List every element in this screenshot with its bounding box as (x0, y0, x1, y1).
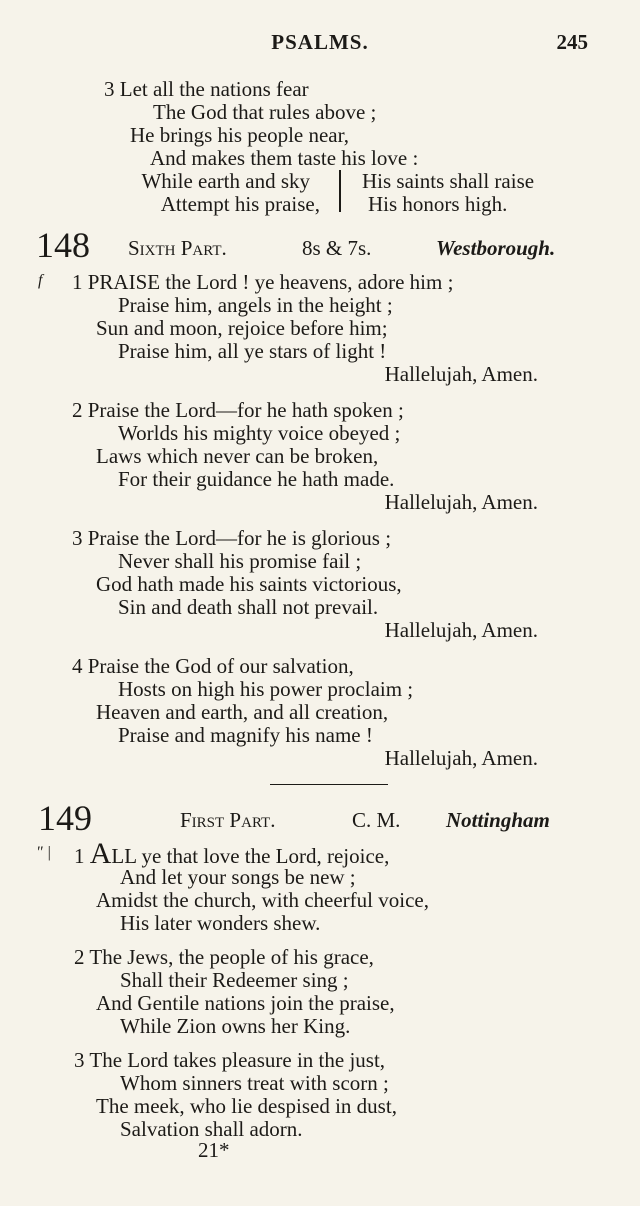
verse-line: And let your songs be new ; (120, 865, 356, 889)
refrain: Hallelujah, Amen. (384, 618, 538, 642)
signature-mark: 21* (198, 1138, 230, 1162)
refrain: Hallelujah, Amen. (384, 490, 538, 514)
verse-line: Amidst the church, with cheerful voice, (96, 888, 429, 912)
verse-line: Praise him, all ye stars of light ! (118, 339, 387, 363)
verse-line: And Gentile nations join the praise, (96, 991, 395, 1015)
refrain: Hallelujah, Amen. (384, 362, 538, 386)
carryover-right-col-1: His saints shall raise (362, 169, 535, 193)
verse-line: His later wonders shew. (120, 911, 321, 935)
hymn-number: 149 (38, 798, 92, 838)
carryover-line-2: The God that rules above ; (153, 100, 377, 124)
hymn-meter: 8s & 7s. (302, 236, 372, 260)
verse-line: Sin and death shall not prevail. (118, 595, 379, 619)
drop-cap: A (89, 837, 112, 870)
carryover-right-col-2: His honors high. (368, 192, 508, 216)
verse-line: Worlds his mighty voice obeyed ; (118, 421, 401, 445)
verse-line: God hath made his saints victorious, (96, 572, 402, 596)
page-number: 245 (556, 30, 588, 54)
dynamic-mark: " | (36, 844, 52, 861)
verse-line: 2 Praise the Lord—for he hath spoken ; (72, 398, 404, 422)
dynamic-mark: f (38, 272, 43, 289)
verse-line: 2 The Jews, the people of his grace, (74, 945, 374, 969)
verse-line: For their guidance he hath made. (118, 467, 395, 491)
verse-number: 1 (74, 844, 85, 868)
verse-line: Hosts on high his power proclaim ; (118, 677, 414, 701)
running-title: PSALMS. (271, 30, 369, 54)
hymn-tune: Westborough. (436, 236, 556, 260)
hymn-meter: C. M. (352, 808, 401, 832)
hymn-number: 148 (36, 225, 90, 265)
carryover-left-col-2: Attempt his praise, (160, 192, 320, 216)
hymn-part: First Part. (180, 808, 276, 832)
refrain: Hallelujah, Amen. (384, 746, 538, 770)
section-rule (270, 784, 388, 785)
verse-line: 3 Praise the Lord—for he is glorious ; (72, 526, 392, 550)
verse-line: Laws which never can be broken, (96, 444, 379, 468)
verse-line: Praise him, angels in the height ; (118, 293, 393, 317)
verse-line: Sun and moon, rejoice before him; (96, 316, 388, 340)
verse-line: The meek, who lie despised in dust, (96, 1094, 397, 1118)
verse-line: 3 The Lord takes pleasure in the just, (74, 1048, 386, 1072)
carryover-line-1: 3 Let all the nations fear (104, 77, 309, 101)
verse-line: Never shall his promise fail ; (118, 549, 362, 573)
verse-line: Heaven and earth, and all creation, (96, 700, 389, 724)
verse-line: Salvation shall adorn. (120, 1117, 303, 1141)
hymn-tune: Nottingham (446, 808, 550, 832)
carryover-left-col-1: While earth and sky (141, 169, 310, 193)
column-divider (339, 170, 341, 212)
hymn-part: Sixth Part. (128, 236, 227, 260)
verse-line: 4 Praise the God of our salvation, (72, 654, 354, 678)
carryover-line-3: He brings his people near, (130, 123, 350, 147)
carryover-line-4: And makes them taste his love : (150, 146, 419, 170)
verse-line: Praise and magnify his name ! (118, 723, 373, 747)
verse-first-rest: LL ye that love the Lord, rejoice, (111, 844, 390, 868)
verse-line: Shall their Redeemer sing ; (120, 968, 349, 992)
verse-line: While Zion owns her King. (120, 1014, 351, 1038)
verse-line: Whom sinners treat with scorn ; (120, 1071, 389, 1095)
verse-line: 1 PRAISE the Lord ! ye heavens, adore him ; (72, 270, 454, 294)
